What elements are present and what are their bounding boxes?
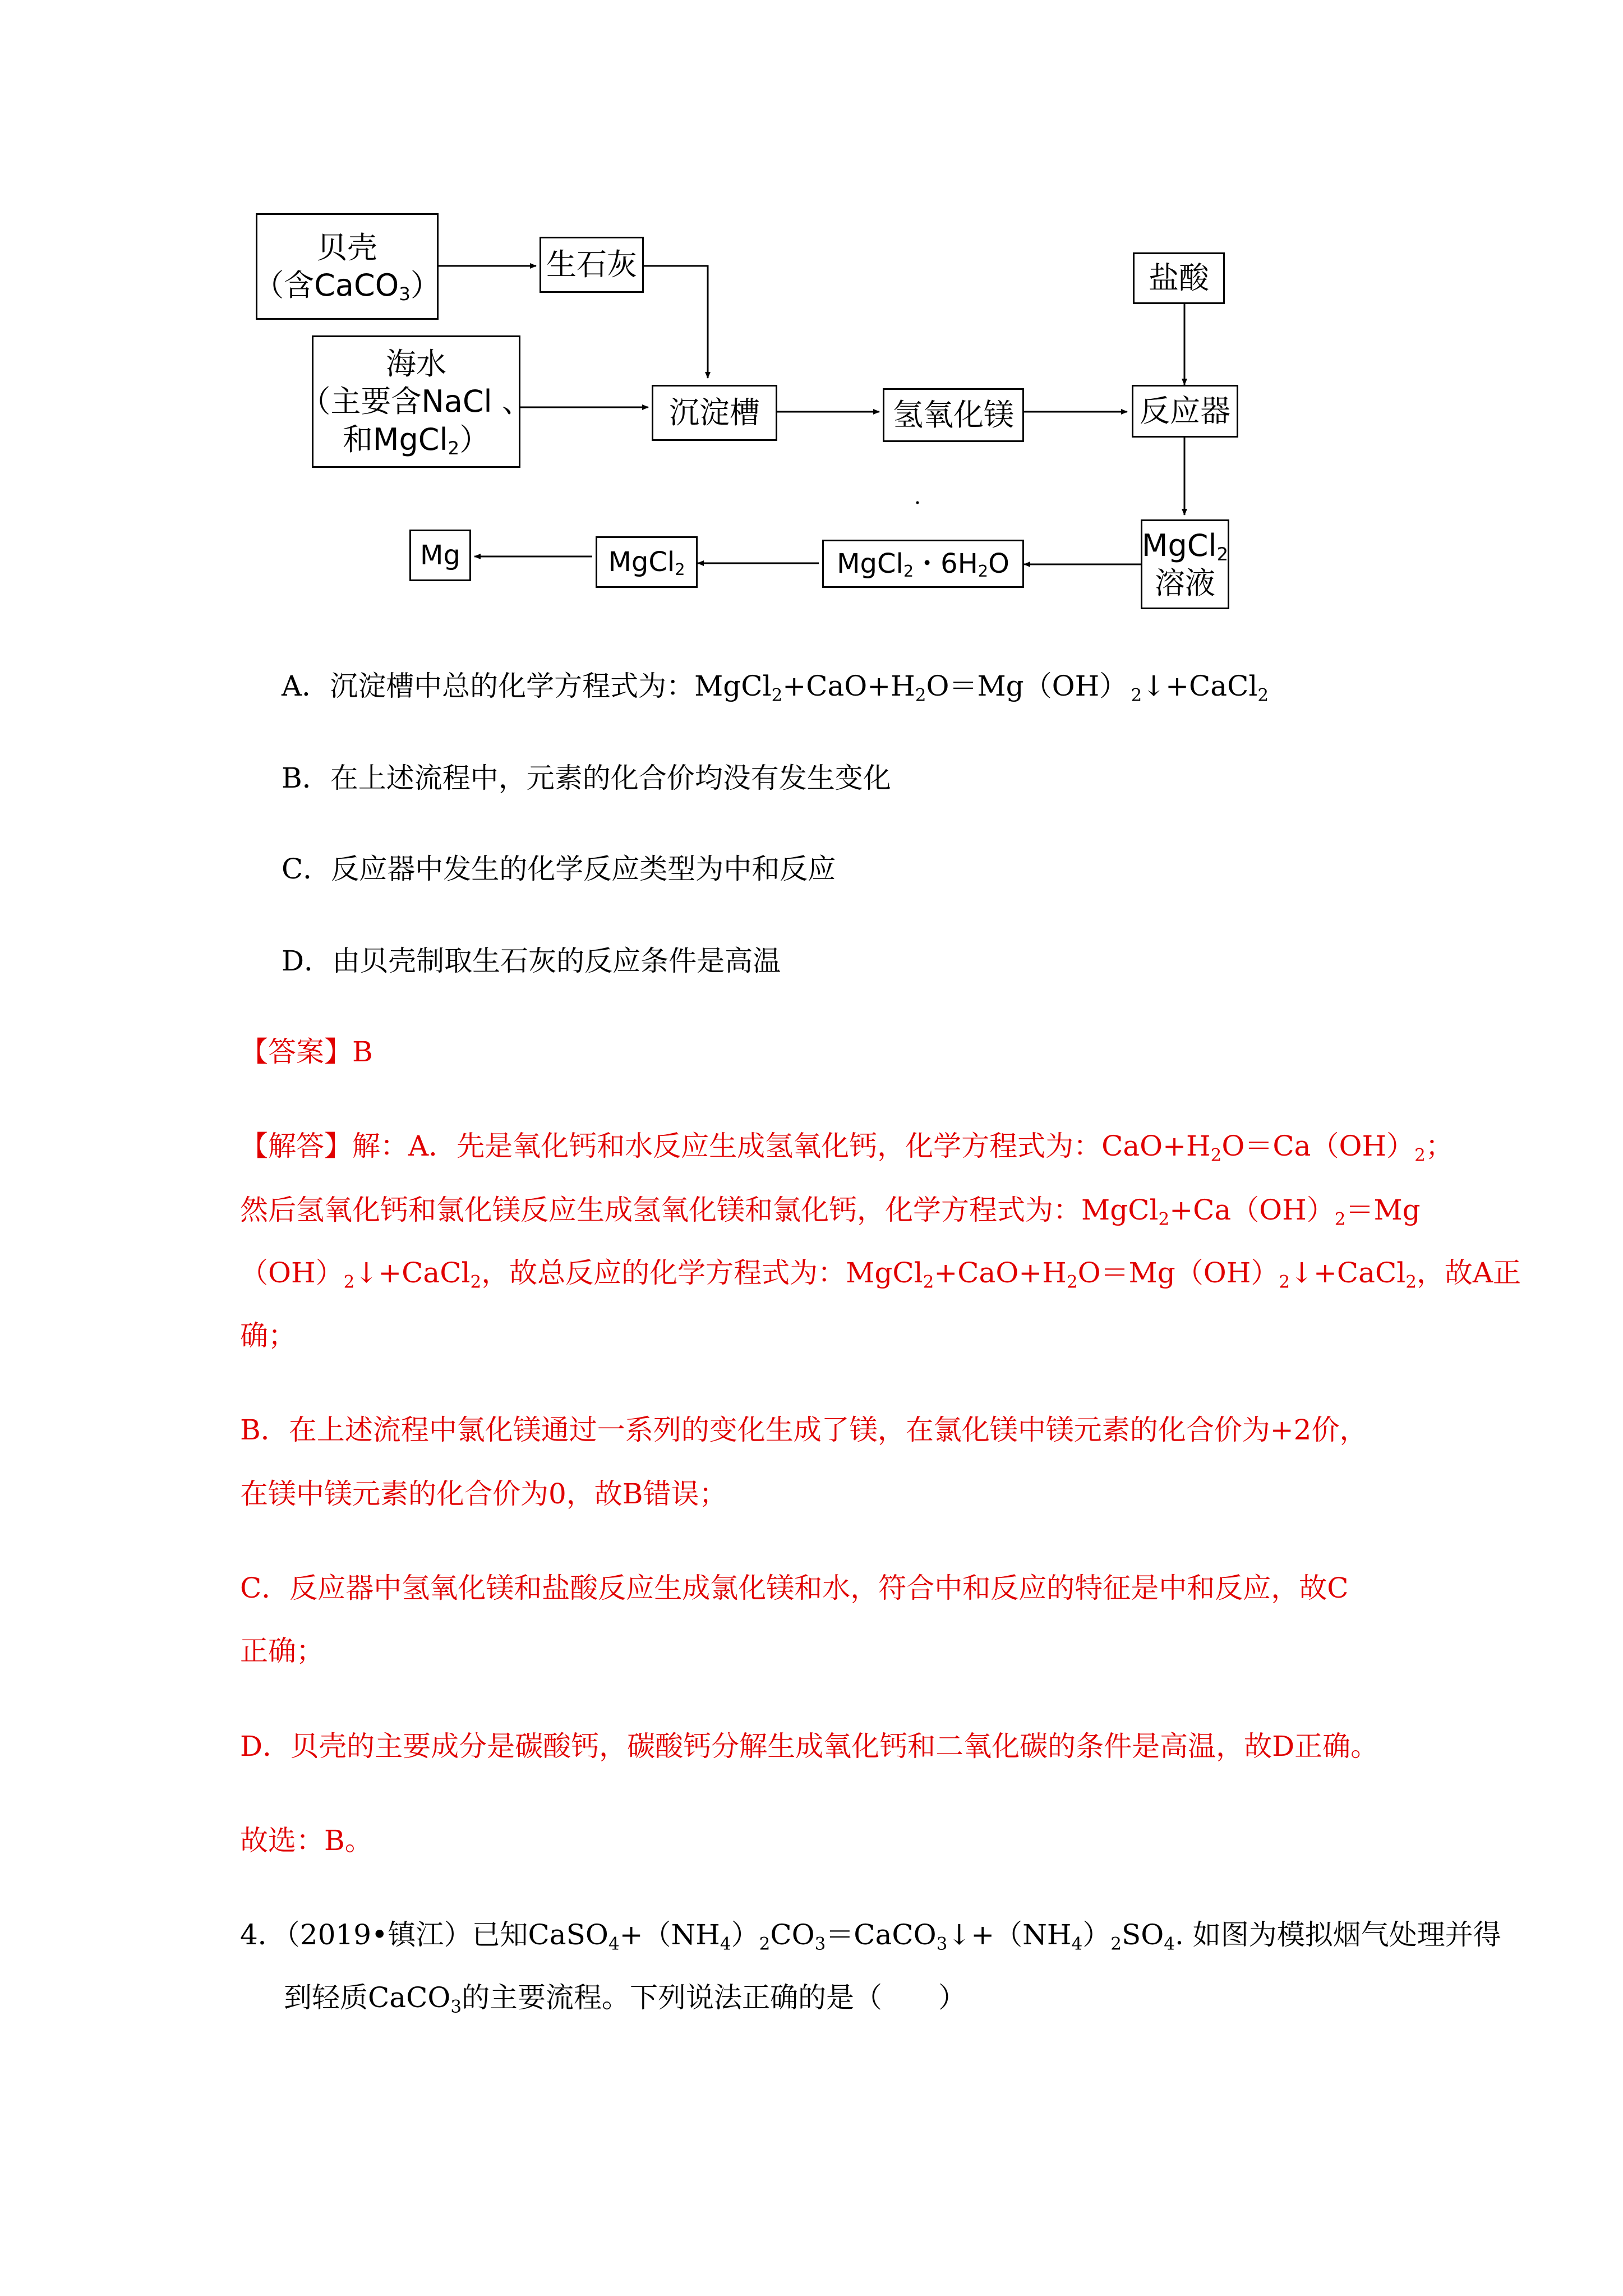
shell-label: 贝壳 <box>317 229 377 265</box>
option-a: A．沉淀槽中总的化学方程式为：MgCl2+CaO+H2O＝Mg（OH） 2↓+CaCl2 <box>282 670 1269 706</box>
box-seawater <box>300 335 532 468</box>
solution-line-3: （OH）2↓+CaCl2，故总反应的化学方程式为：MgCl2+CaO+H2O＝Mg（OH）2↓+CaCl2，故A正 <box>240 1257 1521 1292</box>
answer: 【答案】B <box>240 1036 373 1068</box>
option-c: C．反应器中发生的化学反应类型为中和反应 <box>282 853 836 885</box>
solution-line-6: 在镁中镁元素的化合价为0，故B错误； <box>240 1478 727 1510</box>
solution-line-2: 然后氢氧化钙和氯化镁反应生成氢氧化镁和氯化钙，化学方程式为：MgCl2+Ca（OH）2＝Mg <box>240 1194 1421 1230</box>
process-flow-diagram <box>0 0 1623 628</box>
shell-formula: （含CaCO$_3$） <box>253 268 441 305</box>
option-d: D．由贝壳制取生石灰的反应条件是高温 <box>282 945 781 977</box>
solution-line-7: C．反应器中氢氧化镁和盐酸反应生成氯化镁和水，符合中和反应的特征是中和反应，故C <box>240 1572 1349 1604</box>
solution-line-9: D．贝壳的主要成分是碳酸钙，碳酸钙分解生成氧化钙和二氧化碳的条件是高温，故D正确。 <box>240 1730 1379 1763</box>
box-hydrate: MgCl$_2$・$6H_2O$ <box>822 540 1024 588</box>
box-mgoh: 氢氧化镁 <box>883 388 1024 442</box>
question-4-line-1: 4．（2019•镇江）已知CaSO4+（NH4）2CO3＝CaCO3↓+（NH4）2SO4. 如图为模拟烟气处理并得 <box>240 1918 1501 1954</box>
solution-line-1: 【解答】解：A．先是氧化钙和水反应生成氢氧化钙，化学方程式为：CaO+H2O＝Ca（OH）2； <box>240 1130 1454 1166</box>
solution-line-10: 故选：B。 <box>240 1824 373 1857</box>
box-mg: Mg <box>409 530 471 581</box>
box-tank: 沉淀槽 <box>652 385 777 441</box>
solution-line-5: B．在上述流程中氯化镁通过一系列的变化生成了镁，在氯化镁中镁元素的化合价为+2价， <box>240 1414 1368 1446</box>
box-hcl: 盐酸 <box>1133 252 1225 304</box>
option-b: B．在上述流程中，元素的化合价均没有发生变化 <box>282 762 891 794</box>
box-reactor: 反应器 <box>1132 385 1238 438</box>
question-4-line-2: 到轻质CaCO3的主要流程。下列说法正确的是（ ） <box>284 1981 967 2017</box>
seawater-mgcl2: 和MgCl$_2$） <box>342 421 490 459</box>
box-quicklime: 生石灰 <box>540 237 644 293</box>
solution-line-8: 正确； <box>240 1635 324 1667</box>
stray-dot <box>916 501 919 504</box>
seawater-label: 海水 <box>386 346 446 381</box>
arrow-quicklime-to-tank <box>644 266 708 378</box>
box-mgcl2: MgCl$_2$ <box>596 536 698 588</box>
box-shell <box>253 213 441 320</box>
solution-line-4: 确； <box>240 1319 296 1352</box>
box-mgcl2-solution: MgCl$_2$ 溶液 <box>1141 519 1229 609</box>
seawater-nacl: （主要含NaCl 、 <box>300 384 532 420</box>
flow-arrows <box>0 0 1623 628</box>
